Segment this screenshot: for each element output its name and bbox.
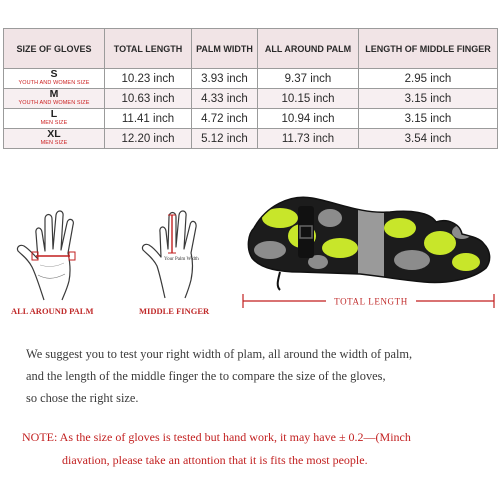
size-code: L — [50, 108, 58, 120]
header-palm-width: PALM WIDTH — [192, 29, 258, 69]
size-description: MEN SIZE — [40, 119, 68, 126]
total-length-caption: TOTAL LENGTH — [334, 296, 408, 307]
size-table — [3, 28, 498, 149]
table-header-row — [4, 29, 498, 69]
size-code: M — [49, 88, 59, 100]
around-palm-cell: 11.73 inch — [258, 129, 359, 149]
total-length-cell: 11.41 inch — [105, 109, 192, 129]
all-around-palm-caption: ALL AROUND PALM — [11, 306, 94, 316]
middle-finger-cell: 3.15 inch — [359, 109, 498, 129]
size-cell — [4, 129, 105, 149]
palm-width-cell: 5.12 inch — [192, 129, 258, 149]
table-row — [4, 69, 498, 89]
glove-illustration — [240, 188, 498, 316]
note-line: diavation, please take an attontion that it is fits the most people. — [62, 453, 368, 467]
sizing-advice — [26, 343, 496, 409]
table-row — [4, 129, 498, 149]
measurement-note — [22, 426, 498, 472]
table-row — [4, 89, 498, 109]
size-code: XL — [47, 128, 61, 140]
hand-palm-illustration — [14, 205, 118, 305]
size-description: YOUTH AND WOMEN SIZE — [18, 99, 90, 106]
size-description: YOUTH AND WOMEN SIZE — [18, 79, 90, 86]
header-middle-finger: LENGTH OF MIDDLE FINGER — [359, 29, 498, 69]
hand-finger-illustration — [140, 203, 220, 303]
total-length-cell: 10.63 inch — [105, 89, 192, 109]
header-all-around-palm: ALL AROUND PALM — [258, 29, 359, 69]
size-cell — [4, 109, 105, 129]
size-description: MEN SIZE — [40, 139, 68, 146]
header-total-length: TOTAL LENGTH — [105, 29, 192, 69]
size-cell — [4, 69, 105, 89]
note-line: NOTE: As the size of gloves is tested but hand work, it may have ± 0.2—(Minch — [22, 430, 411, 444]
table-row — [4, 109, 498, 129]
palm-width-label: Your Palm Width — [164, 257, 199, 262]
palm-width-cell: 3.93 inch — [192, 69, 258, 89]
advice-line: so chose the right size. — [26, 391, 139, 405]
advice-line: and the length of the middle finger the to compare the size of the gloves, — [26, 369, 386, 383]
around-palm-cell: 10.15 inch — [258, 89, 359, 109]
header-size-of-gloves: SIZE OF GLOVES — [4, 29, 105, 69]
middle-finger-caption: MIDDLE FINGER — [139, 306, 210, 316]
size-code: S — [50, 68, 58, 80]
middle-finger-cell: 2.95 inch — [359, 69, 498, 89]
palm-width-cell: 4.72 inch — [192, 109, 258, 129]
middle-finger-cell: 3.15 inch — [359, 89, 498, 109]
palm-width-cell: 4.33 inch — [192, 89, 258, 109]
around-palm-cell: 10.94 inch — [258, 109, 359, 129]
middle-finger-cell: 3.54 inch — [359, 129, 498, 149]
around-palm-cell: 9.37 inch — [258, 69, 359, 89]
advice-line: We suggest you to test your right width of plam, all around the width of palm, — [26, 347, 413, 361]
total-length-cell: 12.20 inch — [105, 129, 192, 149]
total-length-cell: 10.23 inch — [105, 69, 192, 89]
size-cell — [4, 89, 105, 109]
